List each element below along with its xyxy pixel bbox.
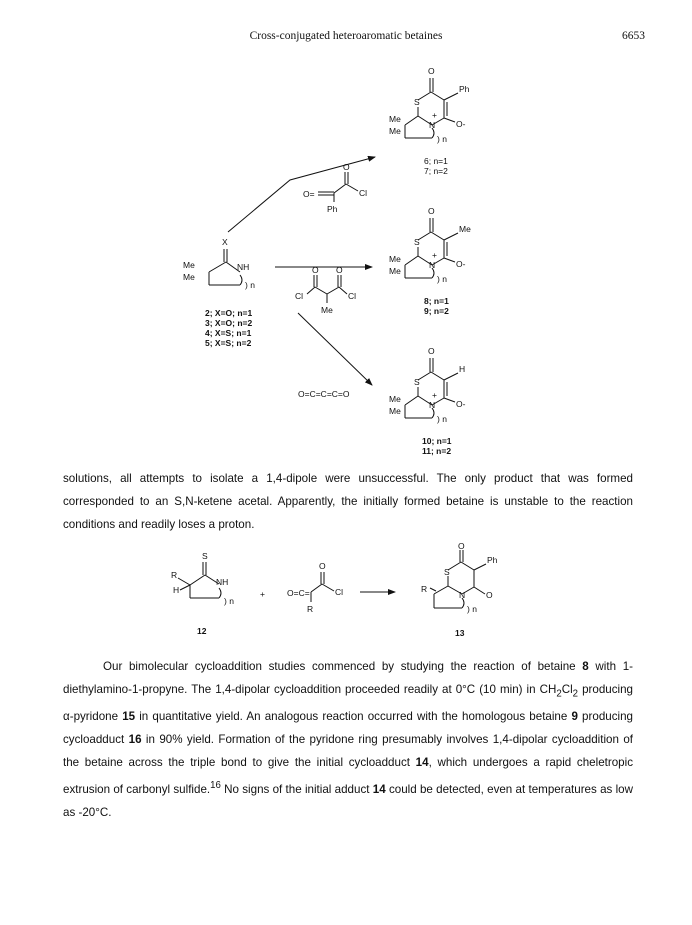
reagent1-o: O	[343, 162, 350, 172]
reagent2-o2: O	[336, 265, 343, 275]
product3-me1: Me	[389, 394, 401, 404]
product2-s: S	[414, 237, 420, 247]
page-number: 6653	[622, 30, 645, 42]
product3-me2: Me	[389, 406, 401, 416]
product3-n-index: ) n	[437, 414, 447, 424]
compound12-r: R	[171, 570, 178, 580]
compound-label-7: 7; n=2	[424, 166, 448, 176]
product2-sub: Me	[459, 224, 471, 234]
product3-sub: H	[459, 364, 466, 374]
product1-n: N	[429, 120, 436, 130]
p2-sub-1: 2	[556, 688, 562, 700]
product1-o-top: O	[428, 66, 435, 76]
product2-o-top: O	[428, 206, 435, 216]
plus-sign: +	[260, 589, 265, 599]
reagent1-left: O=	[303, 189, 315, 199]
compound12-h: H	[173, 585, 180, 595]
paragraph-1	[63, 467, 633, 536]
start-me-label-1: Me	[183, 260, 195, 270]
compound-12	[178, 562, 221, 598]
product1-n-index: ) n	[437, 134, 447, 144]
compound13-ph: Ph	[487, 555, 498, 565]
p2-seg-8: , which undergoes a rapid cheletropic extrusion of carbonyl sulfide.	[63, 756, 633, 797]
compound-label-3: 3; X=O; n=2	[205, 318, 253, 328]
reagent2-cl-right: Cl	[348, 291, 357, 301]
product2-ominus: O-	[456, 259, 466, 269]
product1-ominus: O-	[456, 119, 466, 129]
compound12-n-index: ) n	[224, 596, 234, 606]
product2-plus: +	[432, 250, 437, 260]
product1-sub: Ph	[459, 84, 470, 94]
reagent-1	[318, 172, 358, 202]
compound12-s: S	[202, 551, 208, 561]
product1-me2: Me	[389, 126, 401, 136]
scheme2-reagent-cl: Cl	[335, 587, 344, 597]
reagent3-formula: O=C=C=C=O	[298, 389, 350, 399]
p2-seg-7: in 90% yield. Formation of the pyridone ring presumably involves 1,4-dipolar cycloaddition of the betaine across the triple bond to give the initial cycloadduct	[63, 733, 633, 770]
product3-ominus: O-	[456, 399, 466, 409]
compound-label-2: 2; X=O; n=1	[205, 308, 253, 318]
scheme-2	[0, 541, 692, 660]
compound-label-5: 5; X=S; n=2	[205, 338, 252, 348]
product1-s: S	[414, 97, 420, 107]
running-title: Cross-conjugated heteroaromatic betaines	[249, 30, 443, 42]
p2-sub-2: 2	[572, 688, 579, 700]
compound-ref-9: 9	[571, 710, 578, 724]
compound-label-4: 4; X=S; n=1	[205, 328, 252, 338]
compound-label-9: 9; n=2	[424, 306, 449, 316]
compound13-o-top: O	[458, 541, 465, 551]
scheme2-reagent-o: O	[319, 561, 326, 571]
product-10-11	[389, 346, 466, 456]
compound-13	[430, 550, 486, 608]
reagent-2	[307, 275, 347, 303]
scheme-1	[0, 60, 692, 460]
compound12-nh: NH	[216, 577, 229, 587]
scheme2-reagent	[311, 572, 334, 602]
p2-seg-2: with 1-diethylamino-1-propyne. The 1,4-dipolar cycloaddition proceeded readily at 0°C (10 min) in CH	[63, 660, 633, 696]
compound-label-6: 6; n=1	[424, 156, 448, 166]
p2-seg-4: producing α-pyridone	[63, 683, 633, 724]
compound13-o: O	[486, 590, 493, 600]
compound-label-12: 12	[197, 626, 207, 636]
compound13-s: S	[444, 567, 450, 577]
product-8-9	[389, 206, 471, 316]
reagent2-me: Me	[321, 305, 333, 315]
p2-seg-3: Cl	[561, 683, 573, 696]
compound-ref-15: 15	[122, 710, 136, 724]
reference-16: 16	[210, 780, 221, 792]
reagent1-cl: Cl	[359, 188, 368, 198]
reagent2-cl-left: Cl	[295, 291, 304, 301]
scheme2-reagent-r: R	[307, 604, 314, 614]
product3-s: S	[414, 377, 420, 387]
product2-n-index: ) n	[437, 274, 447, 284]
compound13-n: N	[459, 590, 466, 600]
compound-ref-16: 16	[128, 733, 142, 747]
compound13-n-index: ) n	[467, 604, 477, 614]
compound-label-10: 10; n=1	[422, 436, 452, 446]
compound-ref-14b: 14	[372, 783, 386, 797]
product-6-7	[389, 66, 470, 176]
product2-n: N	[429, 260, 436, 270]
scheme2-reagent-left: O=C=	[287, 588, 310, 598]
reagent2-o1: O	[312, 265, 319, 275]
product1-me1: Me	[389, 114, 401, 124]
compound-ref-8: 8	[582, 660, 589, 673]
start-x-label: X	[222, 237, 228, 247]
product2-me2: Me	[389, 266, 401, 276]
p2-seg-10: could be detected, even at temperatures as low as -20°C.	[63, 783, 634, 820]
start-nh-label: NH	[237, 262, 250, 272]
start-me-label-2: Me	[183, 272, 195, 282]
product1-plus: +	[432, 110, 437, 120]
reagent1-ph: Ph	[327, 204, 338, 214]
paragraph-2	[63, 655, 633, 824]
compound-label-13: 13	[455, 628, 465, 638]
running-head	[0, 30, 692, 50]
arrow-lower	[298, 313, 372, 385]
paragraph-1-text: solutions, all attempts to isolate a 1,4-dipole were unsuccessful. The only product that was formed corresponded to an S,N-ketene acetal. Apparently, the initially formed betaine is unstable to the reaction conditions and readily loses a proton.	[63, 472, 633, 531]
product3-o-top: O	[428, 346, 435, 356]
product3-n: N	[429, 400, 436, 410]
p2-seg-6: producing cycloadduct	[63, 710, 633, 747]
compound-label-11: 11; n=2	[422, 446, 452, 456]
arrow-upper	[228, 157, 375, 232]
product3-plus: +	[432, 390, 437, 400]
product2-me1: Me	[389, 254, 401, 264]
paragraph-2-text	[63, 655, 633, 824]
compound13-r: R	[421, 584, 428, 594]
p2-seg-9: No signs of the initial adduct	[220, 783, 373, 797]
p2-seg-5: in quantitative yield. An analogous reaction occurred with the homologous betaine	[135, 710, 572, 724]
p2-seg-1: Our bimolecular cycloaddition studies commenced by studying the reaction of betaine	[103, 660, 583, 673]
compound-ref-14a: 14	[415, 756, 429, 770]
compound-label-8: 8; n=1	[424, 296, 449, 306]
start-n-label: ) n	[245, 280, 255, 290]
